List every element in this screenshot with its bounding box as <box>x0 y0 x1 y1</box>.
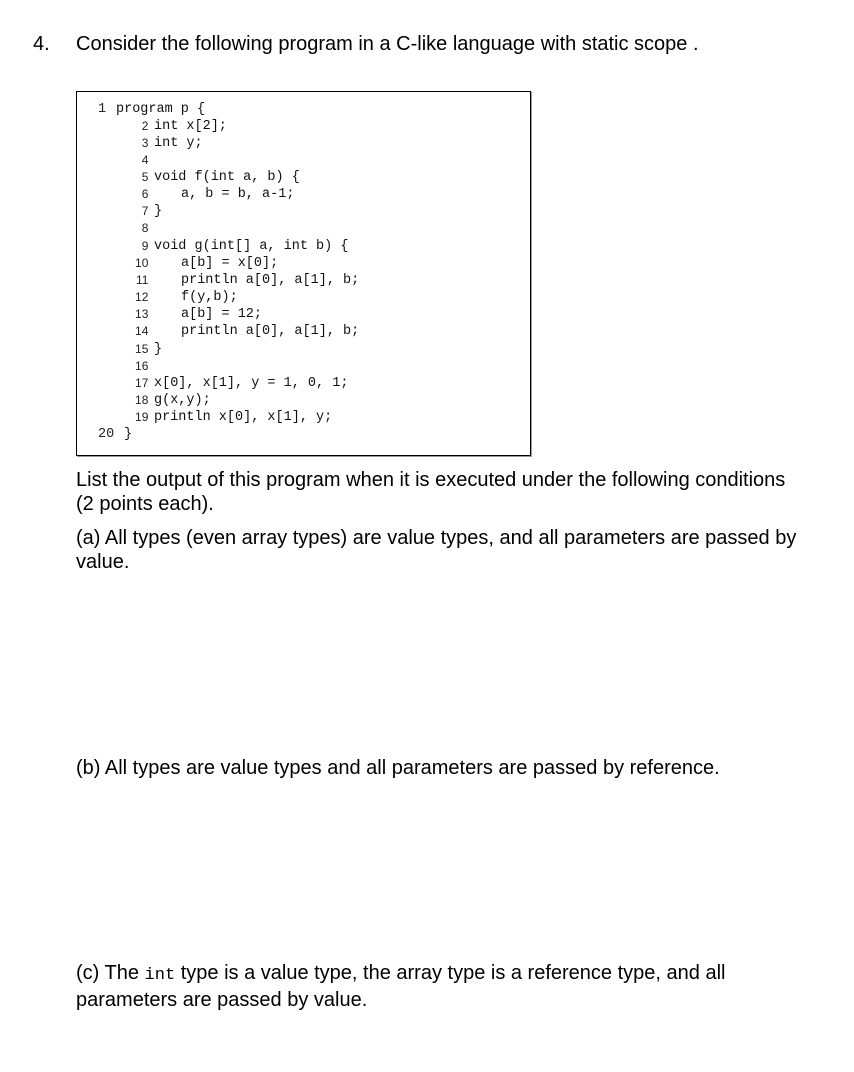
part-b-text: (b) All types are value types and all parameters are passed by reference. <box>76 757 720 779</box>
code-line <box>77 289 238 306</box>
line-number: 3 <box>141 136 149 150</box>
part-c-suffix: type is a value type, the array type is a reference type, and all parameters are passed by value. <box>76 962 726 1011</box>
code-line <box>77 341 163 358</box>
code-line <box>77 203 163 220</box>
line-number: 13 <box>135 307 149 321</box>
code-line <box>77 375 349 392</box>
line-number: 18 <box>135 393 149 407</box>
line-number: 15 <box>135 342 149 356</box>
code-text: println a[0], a[1], b; <box>181 324 360 339</box>
line-number: 9 <box>141 239 149 253</box>
code-line <box>77 186 295 203</box>
code-text: } <box>154 342 163 357</box>
code-listing <box>76 91 531 456</box>
code-text: int y; <box>154 136 203 151</box>
line-number: 7 <box>141 204 149 218</box>
line-number: 4 <box>141 153 149 167</box>
code-line <box>77 409 333 426</box>
code-line <box>77 272 360 289</box>
code-text: void f(int a, b) { <box>154 170 300 185</box>
part-c-prefix: (c) The <box>76 962 145 984</box>
line-number: 11 <box>135 273 149 287</box>
code-text: } <box>124 427 133 442</box>
line-number: 17 <box>135 376 149 390</box>
code-line <box>77 358 149 375</box>
code-text: println a[0], a[1], b; <box>181 273 360 288</box>
code-line <box>77 152 149 169</box>
code-line <box>77 306 263 323</box>
line-number: 12 <box>135 290 149 304</box>
code-line <box>77 323 360 340</box>
question-number: 4. <box>33 33 50 55</box>
code-text: f(y,b); <box>181 290 238 305</box>
code-line <box>77 101 206 118</box>
line-number: 16 <box>135 359 149 373</box>
line-number: 6 <box>141 187 149 201</box>
line-number: 2 <box>141 119 149 133</box>
code-text: x[0], x[1], y = 1, 0, 1; <box>154 376 349 391</box>
instructions-text: List the output of this program when it is executed under the following conditions (2 points each). <box>76 469 786 515</box>
line-number: 14 <box>135 324 149 338</box>
code-text: println x[0], x[1], y; <box>154 410 333 425</box>
code-line <box>77 169 300 186</box>
code-text: program p { <box>116 102 206 117</box>
code-line <box>77 426 133 443</box>
line-number: 5 <box>141 170 149 184</box>
code-line <box>77 392 211 409</box>
code-text: g(x,y); <box>154 393 211 408</box>
part-a-text: (a) All types (even array types) are value types, and all parameters are passed by value. <box>76 527 797 573</box>
code-text: a, b = b, a-1; <box>181 187 295 202</box>
part-c-text <box>76 961 806 1012</box>
line-number: 10 <box>135 256 149 270</box>
inline-code-int: int <box>144 966 176 985</box>
line-number: 20 <box>98 427 115 442</box>
line-number: 1 <box>98 102 107 117</box>
code-text: } <box>154 204 163 219</box>
code-text: void g(int[] a, int b) { <box>154 239 349 254</box>
code-line <box>77 220 149 237</box>
question-text: Consider the following program in a C-like language with static scope . <box>76 33 699 55</box>
code-line <box>77 118 227 135</box>
line-number: 8 <box>141 221 149 235</box>
code-line <box>77 135 203 152</box>
code-text: int x[2]; <box>154 119 227 134</box>
code-text: a[b] = x[0]; <box>181 256 279 271</box>
code-text: a[b] = 12; <box>181 307 263 322</box>
line-number: 19 <box>135 410 149 424</box>
code-line <box>77 255 279 272</box>
code-line <box>77 238 349 255</box>
